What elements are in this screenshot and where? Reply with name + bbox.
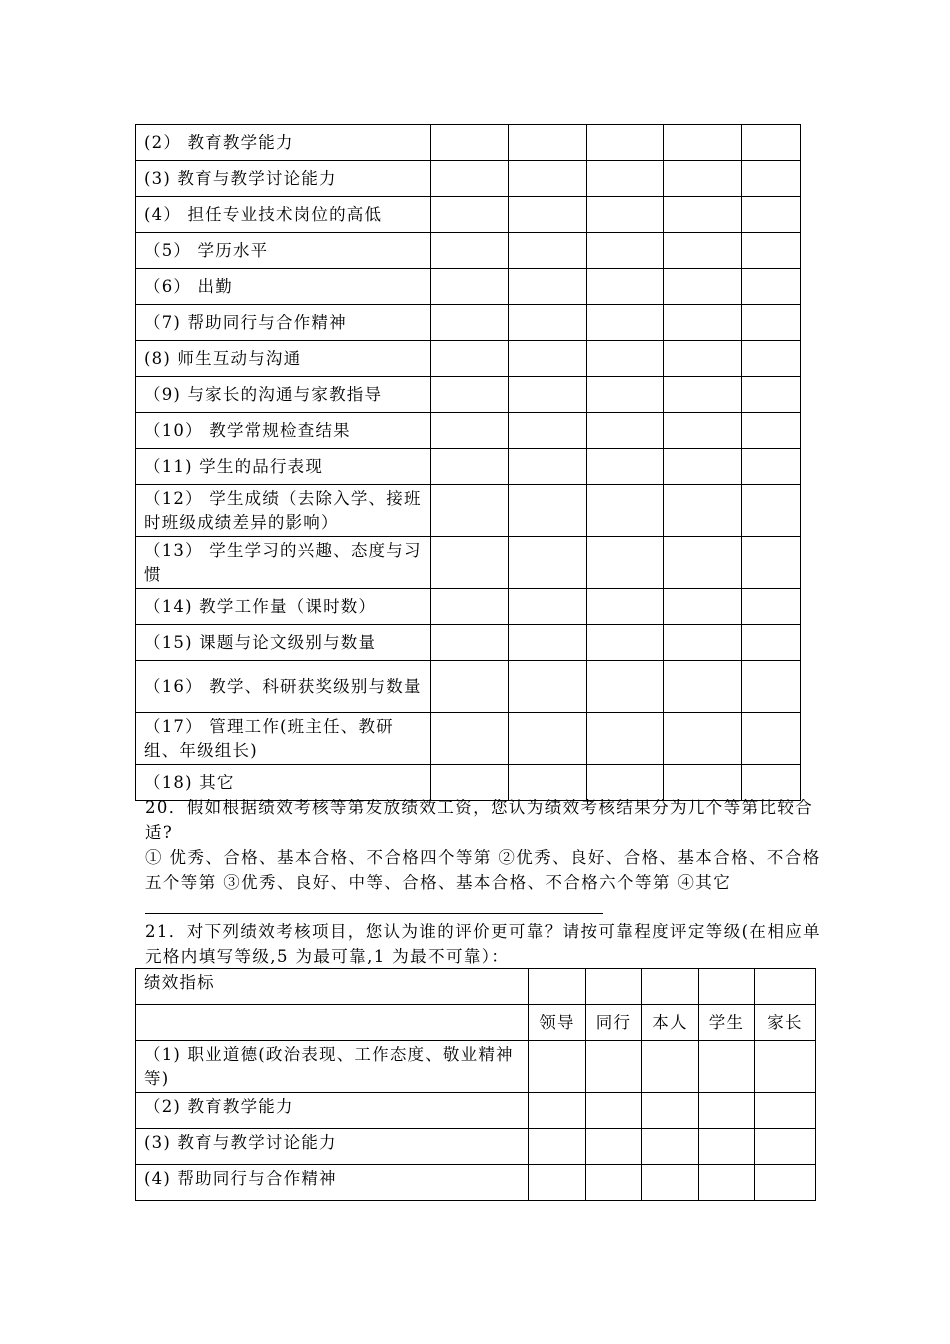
rating-cell[interactable] <box>509 485 587 537</box>
rating-cell[interactable] <box>431 661 509 713</box>
rating-cell[interactable] <box>586 1093 642 1129</box>
rating-cell[interactable] <box>742 125 801 161</box>
question-20-options <box>145 845 825 921</box>
rating-cell[interactable] <box>509 713 587 765</box>
rating-cell[interactable] <box>587 661 664 713</box>
rating-cell[interactable] <box>431 537 509 589</box>
rating-cell[interactable] <box>587 413 664 449</box>
header-empty-cell <box>642 969 699 1005</box>
rating-cell[interactable] <box>586 1165 642 1201</box>
rating-cell[interactable] <box>509 625 587 661</box>
rating-cell[interactable] <box>587 449 664 485</box>
rating-cell[interactable] <box>431 449 509 485</box>
rating-cell[interactable] <box>664 625 742 661</box>
indicator-header: 绩效指标 <box>136 969 529 1005</box>
rating-cell[interactable] <box>664 161 742 197</box>
rating-cell[interactable] <box>742 305 801 341</box>
rating-table-1 <box>135 124 801 801</box>
rating-cell[interactable] <box>587 305 664 341</box>
rating-cell[interactable] <box>699 1165 755 1201</box>
rating-cell[interactable] <box>509 125 587 161</box>
rating-cell[interactable] <box>529 1093 586 1129</box>
rating-cell[interactable] <box>431 161 509 197</box>
header-empty-cell <box>586 969 642 1005</box>
rating-cell[interactable] <box>509 161 587 197</box>
question-20-text: 20．假如根据绩效考核等第发放绩效工资，您认为绩效考核结果分为几个等第比较合适? <box>145 798 814 842</box>
column-peer: 同行 <box>586 1005 642 1041</box>
header-empty-cell <box>755 969 816 1005</box>
indicator-label: （16） 教学、科研获奖级别与数量 <box>136 661 431 713</box>
rating-cell[interactable] <box>742 377 801 413</box>
rating-cell[interactable] <box>587 233 664 269</box>
rating-cell[interactable] <box>742 341 801 377</box>
indicator-label: （1) 职业道德(政治表现、工作态度、敬业精神等) <box>136 1041 529 1093</box>
rating-cell[interactable] <box>431 197 509 233</box>
table-row <box>136 589 801 625</box>
table-row <box>136 449 801 485</box>
question-20-options-text: ① 优秀、合格、基本合格、不合格四个等第 ②优秀、良好、合格、基本合格、不合格五个等第 ③优秀、良好、中等、合格、基本合格、不合格六个等第 ④其它 <box>145 848 821 892</box>
rating-cell[interactable] <box>431 269 509 305</box>
table-row <box>136 537 801 589</box>
rating-cell[interactable] <box>587 341 664 377</box>
rating-cell[interactable] <box>586 1041 642 1093</box>
rating-cell[interactable] <box>664 661 742 713</box>
rating-cell[interactable] <box>742 161 801 197</box>
indicator-label: （2) 教育教学能力 <box>136 1093 529 1129</box>
indicator-label: (3) 教育与教学讨论能力 <box>136 161 431 197</box>
question-21 <box>145 919 825 969</box>
rating-cell[interactable] <box>742 197 801 233</box>
rating-cell[interactable] <box>664 269 742 305</box>
table-row <box>136 197 801 233</box>
table-row <box>136 233 801 269</box>
rating-table-2 <box>135 968 816 1201</box>
rating-cell[interactable] <box>509 589 587 625</box>
table-row <box>136 1041 816 1093</box>
rating-cell[interactable] <box>509 341 587 377</box>
table-row <box>136 713 801 765</box>
indicator-label: （15) 课题与论文级别与数量 <box>136 625 431 661</box>
rating-cell[interactable] <box>664 377 742 413</box>
rating-cell[interactable] <box>742 269 801 305</box>
rating-cell[interactable] <box>664 485 742 537</box>
rating-cell[interactable] <box>529 1041 586 1093</box>
rating-cell[interactable] <box>509 197 587 233</box>
rating-cell[interactable] <box>587 377 664 413</box>
rating-cell[interactable] <box>431 413 509 449</box>
indicator-label: （9) 与家长的沟通与家教指导 <box>136 377 431 413</box>
indicator-label: (3) 教育与教学讨论能力 <box>136 1129 529 1165</box>
rating-cell[interactable] <box>742 589 801 625</box>
rating-cell[interactable] <box>642 1165 699 1201</box>
answer-blank[interactable] <box>145 895 603 914</box>
rating-cell[interactable] <box>509 233 587 269</box>
rating-cell[interactable] <box>664 233 742 269</box>
rating-cell[interactable] <box>664 713 742 765</box>
table-row <box>136 661 801 713</box>
rating-cell[interactable] <box>664 305 742 341</box>
table-row <box>136 485 801 537</box>
indicator-label: （10） 教学常规检查结果 <box>136 413 431 449</box>
table-row <box>136 341 801 377</box>
indicator-label: (8) 师生互动与沟通 <box>136 341 431 377</box>
rating-cell[interactable] <box>587 713 664 765</box>
rating-cell[interactable] <box>587 161 664 197</box>
indicator-label: (2） 教育教学能力 <box>136 125 431 161</box>
header-empty-cell <box>529 969 586 1005</box>
rating-cell[interactable] <box>587 485 664 537</box>
rating-cell[interactable] <box>642 1093 699 1129</box>
table-row <box>136 305 801 341</box>
indicator-label: （6） 出勤 <box>136 269 431 305</box>
rating-cell[interactable] <box>587 625 664 661</box>
table-row <box>136 1093 816 1129</box>
rating-cell[interactable] <box>755 1165 816 1201</box>
rating-cell[interactable] <box>755 1093 816 1129</box>
rating-cell[interactable] <box>431 125 509 161</box>
indicator-label: （11) 学生的品行表现 <box>136 449 431 485</box>
column-leader: 领导 <box>529 1005 586 1041</box>
header-blank-cell <box>136 1005 529 1041</box>
rating-cell[interactable] <box>431 589 509 625</box>
rating-cell[interactable] <box>587 537 664 589</box>
indicator-label: （5） 学历水平 <box>136 233 431 269</box>
rating-cell[interactable] <box>587 269 664 305</box>
indicator-label: (4） 担任专业技术岗位的高低 <box>136 197 431 233</box>
rating-cell[interactable] <box>742 537 801 589</box>
rating-cell[interactable] <box>509 661 587 713</box>
table-row <box>136 125 801 161</box>
rating-cell[interactable] <box>642 1041 699 1093</box>
indicator-label: （7) 帮助同行与合作精神 <box>136 305 431 341</box>
rating-cell[interactable] <box>699 1129 755 1165</box>
rating-cell[interactable] <box>742 449 801 485</box>
table-row <box>136 1129 816 1165</box>
table-row <box>136 377 801 413</box>
rating-cell[interactable] <box>642 1129 699 1165</box>
rating-cell[interactable] <box>742 661 801 713</box>
rating-cell[interactable] <box>509 305 587 341</box>
rating-cell[interactable] <box>509 269 587 305</box>
column-self: 本人 <box>642 1005 699 1041</box>
rating-cell[interactable] <box>664 413 742 449</box>
rating-cell[interactable] <box>664 341 742 377</box>
header-empty-cell <box>699 969 755 1005</box>
rating-cell[interactable] <box>664 125 742 161</box>
table-row <box>136 413 801 449</box>
rating-cell[interactable] <box>742 485 801 537</box>
rating-cell[interactable] <box>587 589 664 625</box>
rating-cell[interactable] <box>529 1165 586 1201</box>
rating-cell[interactable] <box>587 197 664 233</box>
indicator-label: （14) 教学工作量（课时数） <box>136 589 431 625</box>
rating-cell[interactable] <box>431 233 509 269</box>
rating-cell[interactable] <box>755 1041 816 1093</box>
indicator-label: （18) 其它 <box>136 765 431 801</box>
rating-cell[interactable] <box>742 625 801 661</box>
rating-cell[interactable] <box>431 485 509 537</box>
rating-cell[interactable] <box>742 713 801 765</box>
table-row <box>136 625 801 661</box>
indicator-label: (4) 帮助同行与合作精神 <box>136 1165 529 1201</box>
rating-cell[interactable] <box>699 1041 755 1093</box>
table-row <box>136 269 801 305</box>
indicator-label: （17） 管理工作(班主任、教研组、年级组长) <box>136 713 431 765</box>
rating-cell[interactable] <box>509 449 587 485</box>
question-20 <box>145 795 825 921</box>
rating-cell[interactable] <box>664 449 742 485</box>
rating-cell[interactable] <box>664 589 742 625</box>
rating-cell[interactable] <box>431 305 509 341</box>
rating-cell[interactable] <box>431 341 509 377</box>
rating-cell[interactable] <box>529 1129 586 1165</box>
column-student: 学生 <box>699 1005 755 1041</box>
table-row <box>136 1165 816 1201</box>
rating-cell[interactable] <box>587 125 664 161</box>
rating-cell[interactable] <box>431 377 509 413</box>
question-21-text: 21．对下列绩效考核项目，您认为谁的评价更可靠？请按可靠程度评定等级(在相应单元格内填写等级,5 为最可靠,1 为最不可靠）： <box>145 922 822 966</box>
rating-cell[interactable] <box>431 625 509 661</box>
rating-cell[interactable] <box>509 413 587 449</box>
rating-cell[interactable] <box>509 377 587 413</box>
table-row <box>136 161 801 197</box>
rating-cell[interactable] <box>664 537 742 589</box>
rating-cell[interactable] <box>586 1129 642 1165</box>
rating-cell[interactable] <box>509 537 587 589</box>
rating-cell[interactable] <box>431 713 509 765</box>
column-parent: 家长 <box>755 1005 816 1041</box>
indicator-label: （13） 学生学习的兴趣、态度与习惯 <box>136 537 431 589</box>
rating-cell[interactable] <box>664 197 742 233</box>
indicator-label: （12） 学生成绩（去除入学、接班时班级成绩差异的影响） <box>136 485 431 537</box>
rating-cell[interactable] <box>755 1129 816 1165</box>
rating-cell[interactable] <box>742 233 801 269</box>
rating-cell[interactable] <box>699 1093 755 1129</box>
rating-cell[interactable] <box>742 413 801 449</box>
